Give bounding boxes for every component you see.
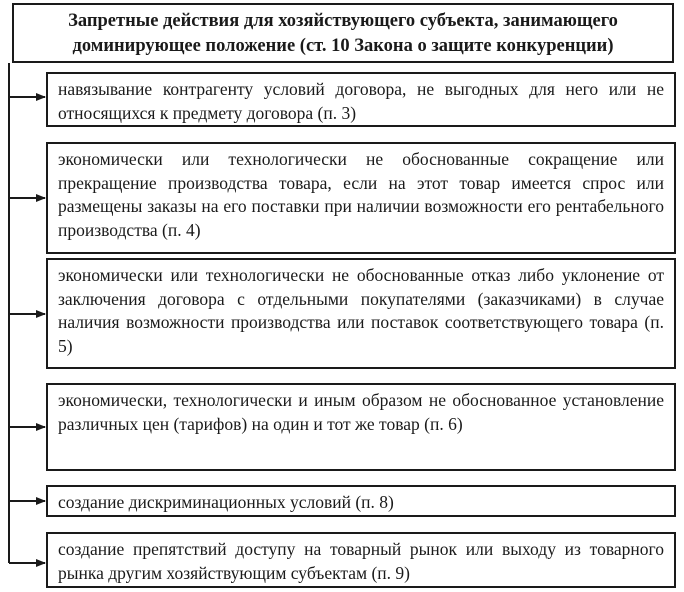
prohibited-action-text: экономически, технологически и иным образом не обоснованное установление различных цен (тарифов) на один и тот же товар (п. 6) — [58, 390, 664, 434]
prohibited-action-text: навязывание контрагенту условий договора, не выгодных для него или не относящихся к предмету договора (п. 3) — [58, 79, 664, 123]
diagram-title-box — [12, 3, 674, 63]
prohibited-action-box-4 — [46, 383, 676, 471]
prohibited-action-text: экономически или технологически не обоснованные отказ либо уклонение от заключения договора с отдельными покупателями (заказчиками) в случае наличия возможности производства или поставок соответствующего товара (п. 5) — [58, 265, 664, 356]
prohibited-action-text: экономически или технологически не обоснованные сокращение или прекращение производства товара, если на этот товар имеется спрос или размещены заказы на его поставки при наличии возможности его рентабельного производства (п. 4) — [58, 149, 664, 240]
prohibited-action-box-6 — [46, 532, 676, 588]
prohibited-action-box-1 — [46, 72, 676, 127]
prohibited-action-box-5 — [46, 485, 676, 517]
prohibited-action-text: создание дискриминационных условий (п. 8) — [58, 492, 394, 512]
prohibited-action-box-2 — [46, 142, 676, 254]
title-line-1: Запретные действия для хозяйствующего субъекта, занимающего — [68, 11, 618, 31]
prohibited-action-text: создание препятствий доступу на товарный рынок или выходу из товарного рынка другим хозяйствующим субъектам (п. 9) — [58, 539, 664, 583]
title-line-2: доминирующее положение (ст. 10 Закона о защите конкуренции) — [72, 36, 614, 56]
prohibited-action-box-3 — [46, 258, 676, 369]
